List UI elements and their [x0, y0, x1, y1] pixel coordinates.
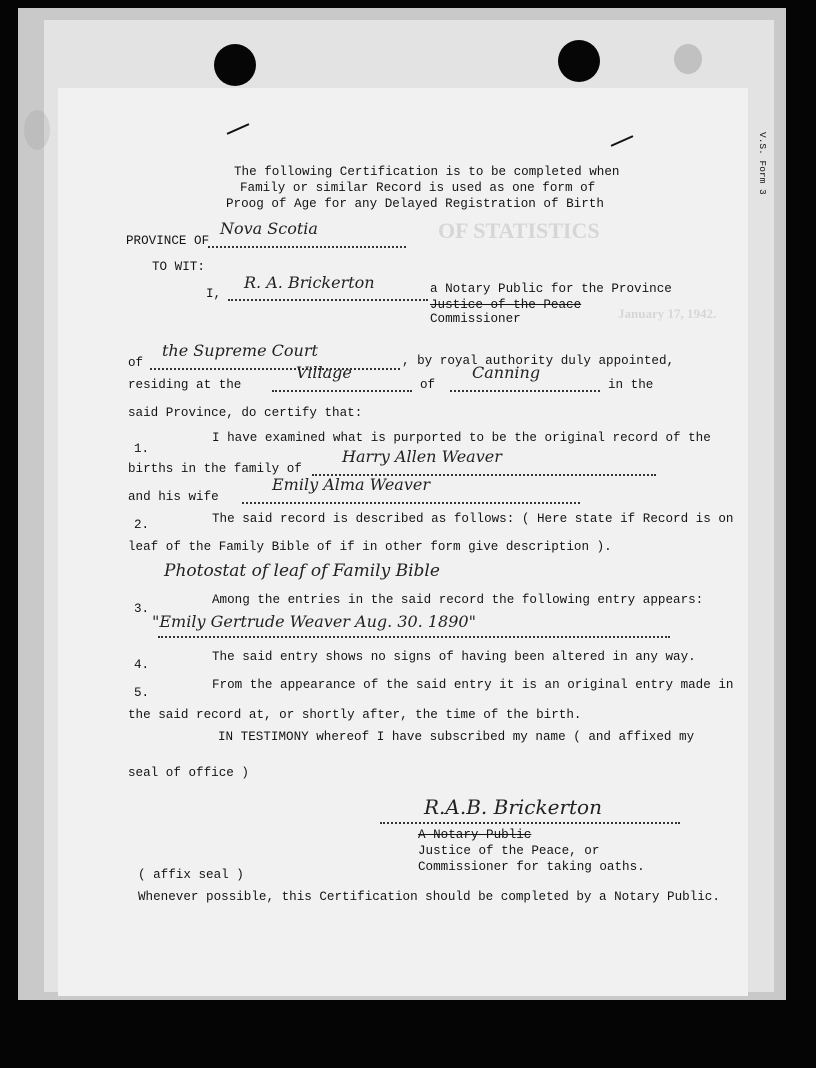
notary-name: R. A. Brickerton — [244, 273, 375, 292]
bleed-through-text: January 17, 1942. — [618, 306, 717, 321]
of2-line — [450, 390, 600, 392]
of2-value: Canning — [472, 363, 541, 382]
item1-line1: I have examined what is purported to be the original record of the — [212, 431, 711, 445]
wife-name-line — [242, 502, 580, 504]
punch-hole-right — [558, 40, 600, 82]
sig-role-line1: A Notary Public — [418, 828, 532, 842]
sig-role-line3: Commissioner for taking oaths. — [418, 860, 645, 874]
residing-value: Village — [296, 363, 352, 382]
item1-number: 1. — [134, 442, 150, 456]
form-id: V.S. Form 3 — [757, 132, 768, 195]
role-line2: Justice of the Peace — [430, 298, 582, 312]
testimony-line2: seal of office ) — [128, 766, 249, 780]
appointed-text: , by royal authority duly appointed, — [402, 354, 675, 368]
item3-line1: Among the entries in the said record the following entry appears: — [212, 593, 704, 607]
stain — [674, 44, 702, 74]
pen-mark — [227, 123, 250, 135]
punch-hole-left — [214, 44, 256, 86]
said-province-text: said Province, do certify that: — [128, 406, 363, 420]
record-description: Photostat of leaf of Family Bible — [164, 561, 440, 581]
residing-line — [272, 390, 412, 392]
in-the-label: in the — [608, 378, 654, 392]
father-name: Harry Allen Weaver — [342, 447, 502, 466]
footer-note: Whenever possible, this Certification should be completed by a Notary Public. — [138, 890, 720, 904]
province-label: PROVINCE OF — [126, 234, 210, 248]
residing-label: residing at the — [128, 378, 242, 392]
entry-value: "Emily Gertrude Weaver Aug. 30. 1890" — [152, 612, 476, 631]
of-line — [150, 368, 400, 370]
certification-paper — [58, 88, 748, 996]
signature-line — [380, 822, 680, 824]
testimony-line1: IN TESTIMONY whereof I have subscribed my name ( and affixed my — [218, 730, 695, 744]
wife-label: and his wife — [128, 490, 219, 504]
header-line3: Proog of Age for any Delayed Registration of Birth — [226, 197, 604, 211]
i-label: I, — [206, 287, 222, 301]
pen-mark — [611, 135, 634, 147]
item2-line2: leaf of the Family Bible of if in other form give description ). — [128, 540, 612, 554]
of-value: the Supreme Court — [162, 341, 318, 360]
notary-name-line — [228, 299, 428, 301]
stain — [24, 110, 50, 150]
notary-signature: R.A.B. Brickerton — [424, 795, 602, 819]
item5-line1: From the appearance of the said entry it is an original entry made in — [212, 678, 734, 692]
item2-line1: The said record is described as follows: ( Here state if Record is on — [212, 512, 734, 526]
header-line1: The following Certification is to be completed when — [234, 165, 620, 179]
item4-text: The said entry shows no signs of having been altered in any way. — [212, 650, 696, 664]
item1-line2-label: births in the family of — [128, 462, 302, 476]
province-value: Nova Scotia — [220, 219, 318, 238]
item4-number: 4. — [134, 658, 150, 672]
item3-number: 3. — [134, 602, 150, 616]
to-wit-label: TO WIT: — [152, 260, 205, 274]
of2-label: of — [420, 378, 436, 392]
item2-number: 2. — [134, 518, 150, 532]
role-line1: a Notary Public for the Province — [430, 282, 672, 296]
sig-role-line2: Justice of the Peace, or — [418, 844, 600, 858]
header-line2: Family or similar Record is used as one form of — [240, 181, 596, 195]
bleed-through-text: OF STATISTICS — [438, 218, 600, 243]
wife-name: Emily Alma Weaver — [272, 475, 430, 494]
affix-seal: ( affix seal ) — [138, 868, 244, 882]
province-line — [208, 246, 406, 248]
item5-number: 5. — [134, 686, 150, 700]
role-line3: Commissioner — [430, 312, 521, 326]
item5-line2: the said record at, or shortly after, the time of the birth. — [128, 708, 582, 722]
entry-line — [158, 636, 670, 638]
of-label: of — [128, 356, 144, 370]
